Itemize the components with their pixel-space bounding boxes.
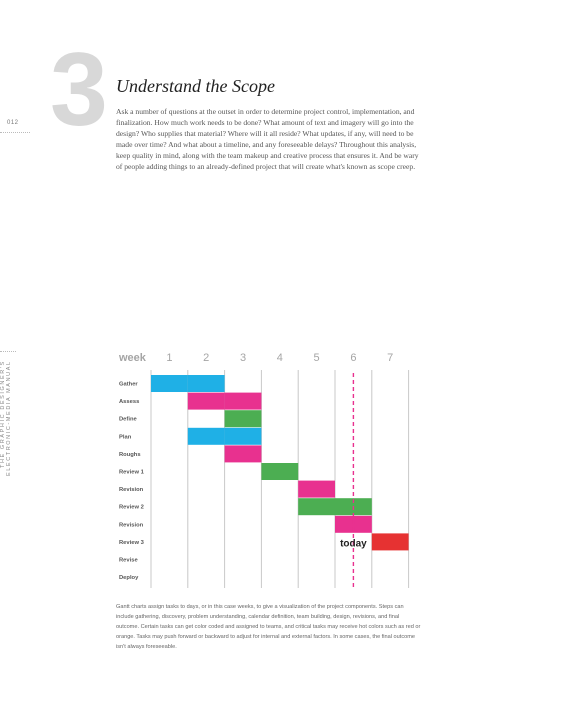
task-bar bbox=[225, 428, 262, 445]
task-label: Assess bbox=[119, 399, 140, 406]
week-tick-label: 3 bbox=[239, 352, 247, 364]
task-bar bbox=[225, 410, 262, 427]
week-tick-label: 7 bbox=[387, 352, 394, 364]
week-tick-label: 5 bbox=[313, 352, 320, 364]
task-bar bbox=[298, 498, 335, 515]
week-tick-label: 2 bbox=[203, 352, 210, 364]
task-bar bbox=[372, 533, 409, 550]
today-label: today bbox=[340, 538, 367, 550]
task-bar bbox=[261, 463, 298, 480]
task-label: Define bbox=[119, 416, 137, 423]
week-tick-label: 1 bbox=[166, 352, 173, 364]
task-label: Gather bbox=[119, 381, 138, 388]
task-label: Review 2 bbox=[119, 504, 144, 511]
chart-caption: Gantt charts assign tasks to days, or in this case weeks, to give a visualization of the project components. Steps can include gathering, discovery, problem understanding, calendar definition, team building, design, revisions, and final outcome. Certain tasks can get color coded and assigned to teams, and critical tasks may receive hot colors such as red or orange. Tasks may push forward or backward to adjust for internal and external factors. In some cases, the final outcome isn't always foreseeable. bbox=[116, 604, 421, 650]
week-tick-label: 4 bbox=[276, 352, 283, 364]
task-label: Review 3 bbox=[119, 539, 144, 546]
task-label: Revision bbox=[119, 487, 144, 494]
chapter-number: 3 bbox=[50, 32, 106, 148]
task-label: Deploy bbox=[119, 575, 139, 582]
task-label: Plan bbox=[119, 434, 132, 441]
section-title: Understand the Scope bbox=[116, 76, 275, 96]
task-bar bbox=[298, 481, 335, 498]
task-bar bbox=[151, 375, 188, 392]
task-bar bbox=[188, 428, 225, 445]
week-tick-label: 6 bbox=[350, 352, 357, 364]
task-bar bbox=[225, 445, 262, 462]
body-paragraph: Ask a number of questions at the outset in order to determine project control, implementation, and finalization. How much work needs to be done? What amount of text and imagery will go into the design? Who supplies that material? Where will it all reside? What updates, if any, will need to be made over time? And what about a timeline, and any foreseeable delays? Throughout this analysis, keep quality in mind, along with the team makeup and creative process that ensures it. And be wary of people adding things to an already-defined project that will create what's known as scope creep. bbox=[116, 107, 419, 172]
x-axis-label: week bbox=[119, 352, 146, 364]
running-title: THE GRAPHIC DESIGNER'S ELECTRONIC-MEDIA MANUAL bbox=[0, 360, 12, 476]
page-number: 012 bbox=[7, 120, 19, 126]
task-label: Revision bbox=[119, 522, 144, 529]
task-label: Roughs bbox=[119, 451, 141, 458]
task-bar bbox=[188, 375, 225, 392]
task-bar bbox=[225, 393, 262, 410]
task-label: Review 1 bbox=[119, 469, 144, 476]
task-label: Revise bbox=[119, 557, 138, 564]
task-bar bbox=[188, 393, 225, 410]
